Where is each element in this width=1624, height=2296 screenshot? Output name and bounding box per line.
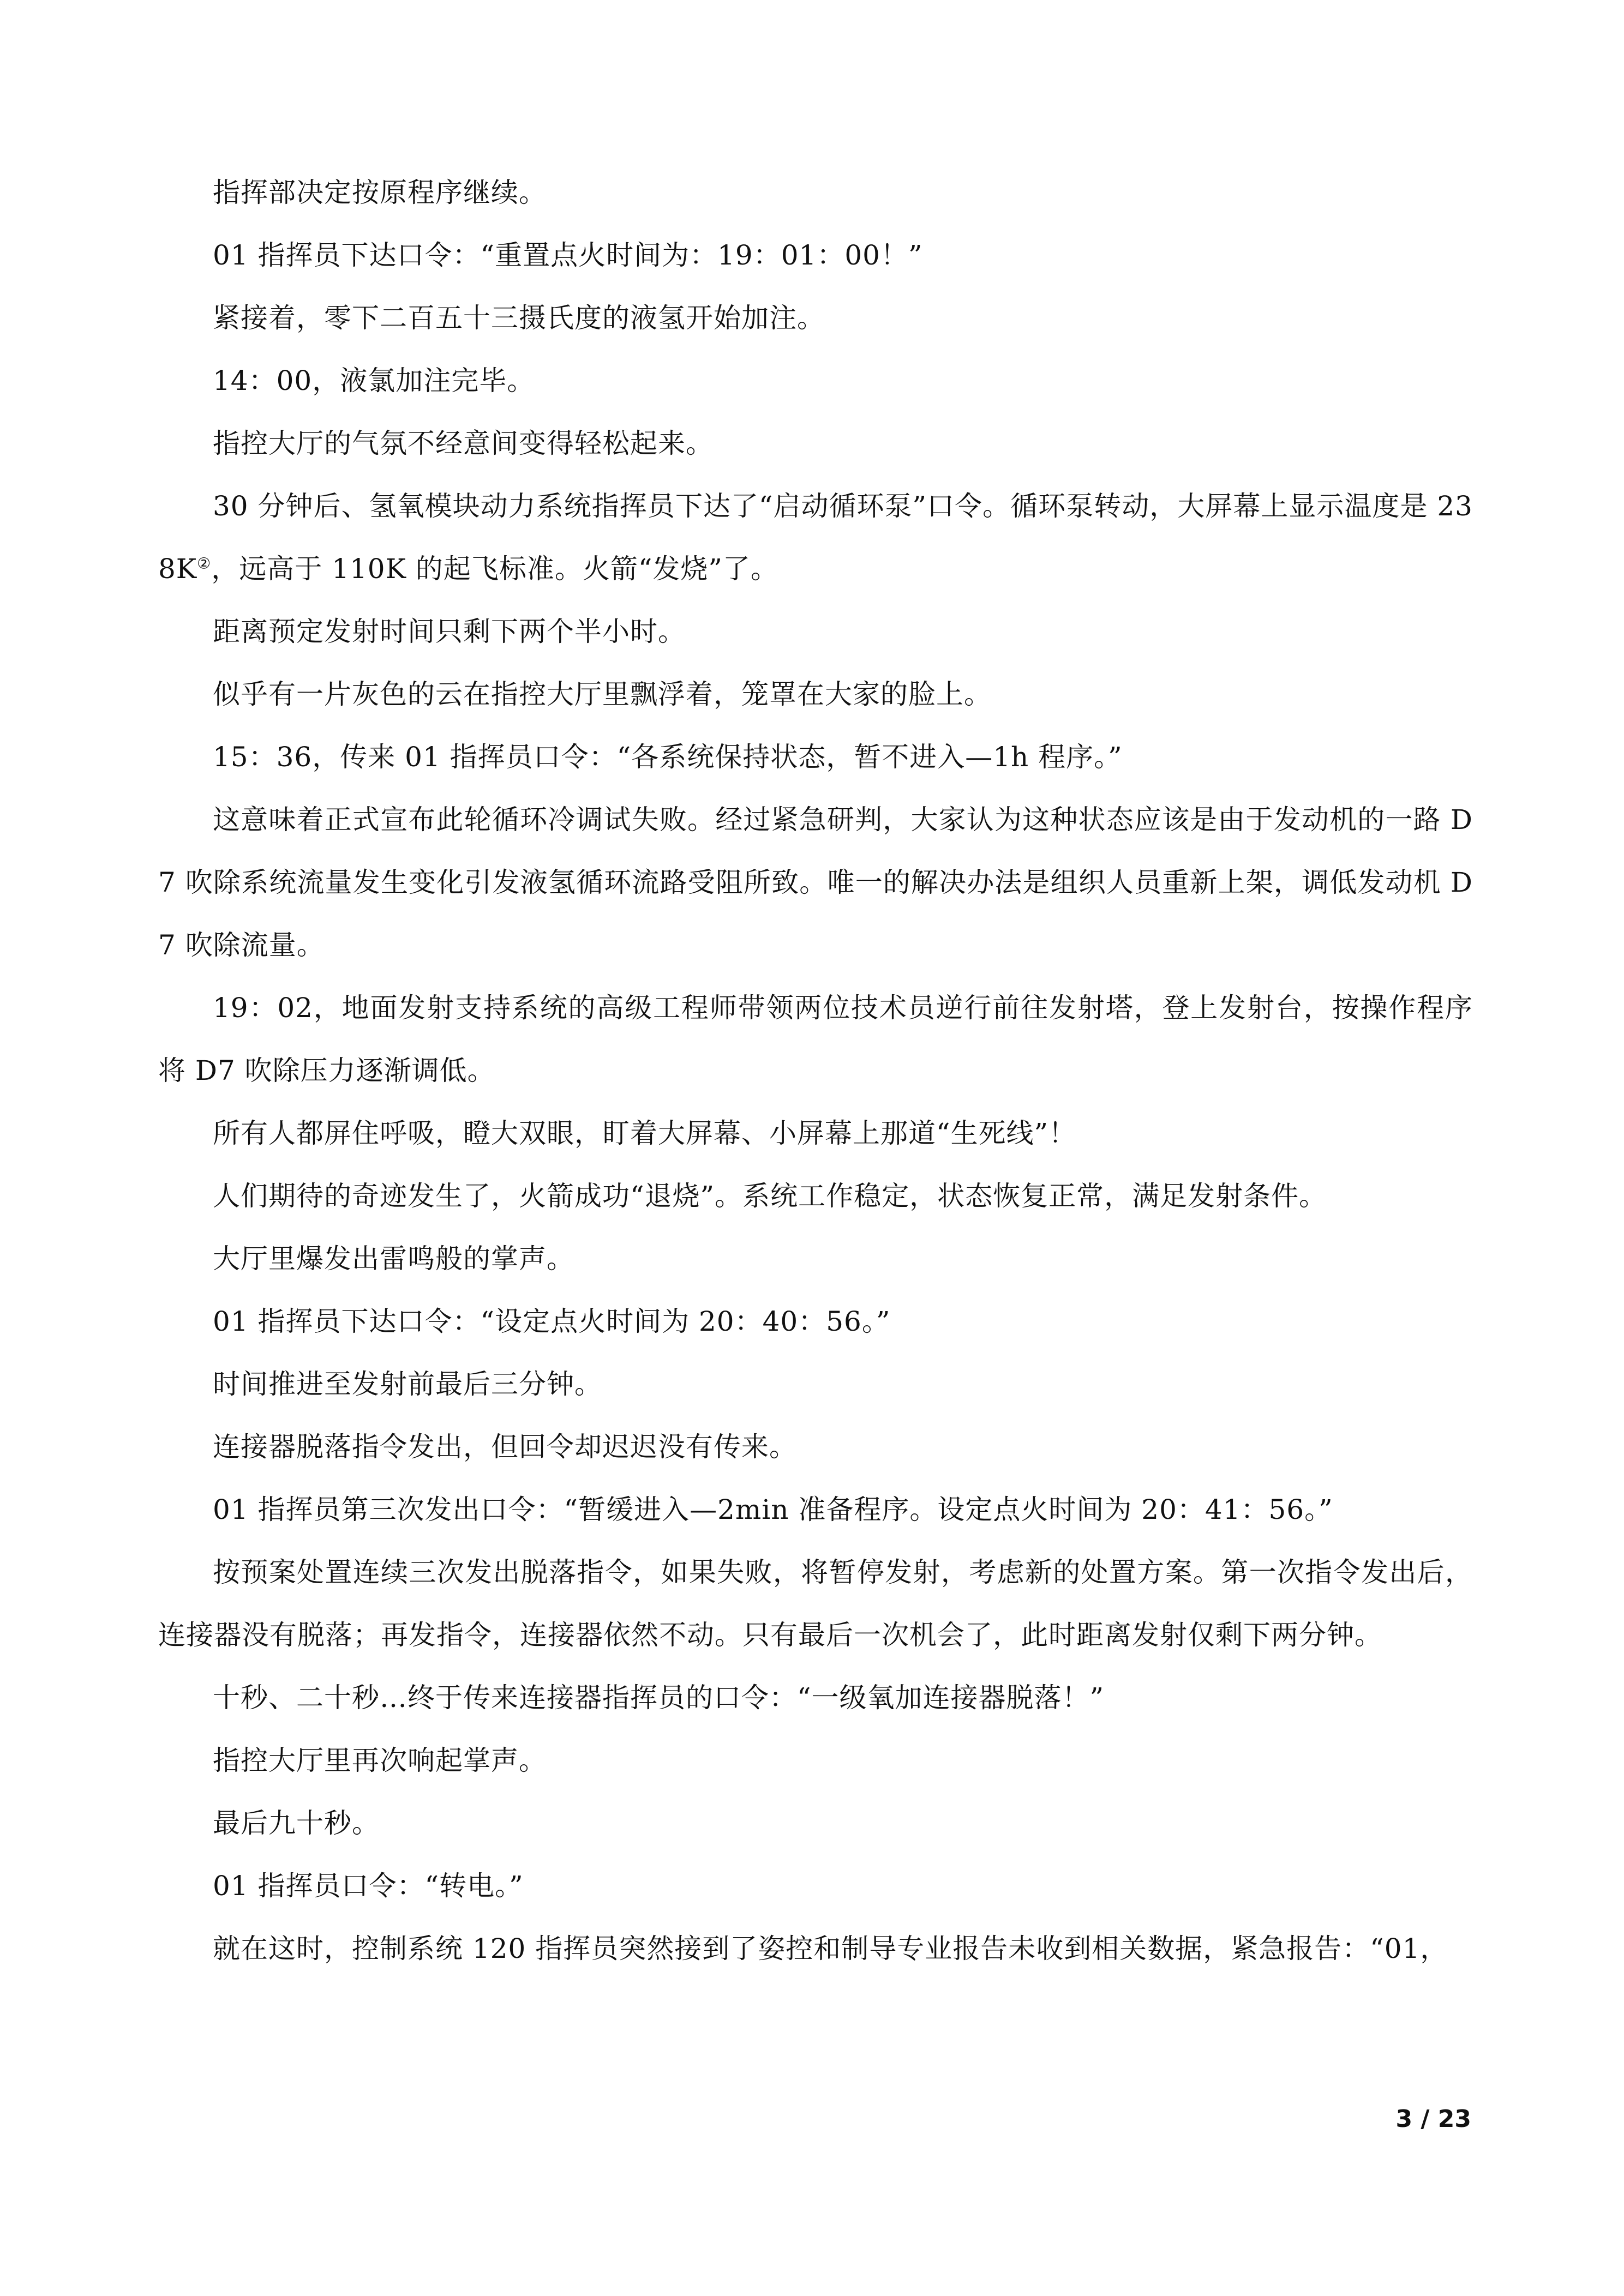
- paragraph: 紧接着，零下二百五十三摄氏度的液氢开始加注。: [213, 302, 825, 334]
- body-text: [158, 161, 1473, 1980]
- paragraph: 按预案处置连续三次发出脱落指令，如果失败，将暂停发射，考虑新的处置方案。第一次指令发出后，连接器没有脱落；再发指令，连接器依然不动。只有最后一次机会了，此时距离发射仅剩下两分钟。: [158, 1556, 1473, 1651]
- page-number: 3 / 23: [1395, 2105, 1471, 2133]
- paragraph: 时间推进至发射前最后三分钟。: [213, 1368, 602, 1400]
- paragraph: 指控大厅里再次响起掌声。: [213, 1745, 547, 1776]
- paragraph: 01 指挥员下达口令：“设定点火时间为 20：40：56。”: [213, 1306, 891, 1337]
- paragraph: 大厅里爆发出雷鸣般的掌声。: [213, 1243, 574, 1275]
- paragraph-text: 30 分钟后、氢氧模块动力系统指挥员下达了“启动循环泵”口令。循环泵转动，大屏幕上显示温度是 238K: [158, 490, 1473, 585]
- paragraph-text-tail: ，远高于 110K 的起飞标准。火箭“发烧”了。: [211, 553, 778, 585]
- paragraph: 01 指挥员下达口令：“重置点火时间为：19：01：00！”: [213, 239, 923, 271]
- paragraph: 所有人都屏住呼吸，瞪大双眼，盯着大屏幕、小屏幕上那道“生死线”！: [213, 1117, 1077, 1149]
- paragraph: 距离预定发射时间只剩下两个半小时。: [213, 616, 686, 647]
- paragraph: 最后九十秒。: [213, 1807, 380, 1839]
- paragraph-with-footnote: [158, 475, 1473, 600]
- paragraph: 十秒、二十秒…终于传来连接器指挥员的口令：“一级氧加连接器脱落！”: [213, 1682, 1105, 1714]
- paragraph: 连接器脱落指令发出，但回令却迟迟没有传来。: [213, 1431, 797, 1463]
- paragraph: 14：00，液氯加注完毕。: [213, 365, 535, 396]
- paragraph: 15：36，传来 01 指挥员口令：“各系统保持状态，暂不进入—1h 程序。”: [213, 741, 1123, 773]
- paragraph: 就在这时，控制系统 120 指挥员突然接到了姿控和制导专业报告未收到相关数据，紧急报告：“01，: [213, 1933, 1448, 1964]
- paragraph: 01 指挥员第三次发出口令：“暂缓进入—2min 准备程序。设定点火时间为 20：41：56。”: [213, 1494, 1333, 1525]
- paragraph: 人们期待的奇迹发生了，火箭成功“退烧”。系统工作稳定，状态恢复正常，满足发射条件。: [213, 1180, 1327, 1212]
- paragraph: 似乎有一片灰色的云在指控大厅里飘浮着，笼罩在大家的脸上。: [213, 678, 992, 710]
- paragraph: 指挥部决定按原程序继续。: [213, 177, 547, 208]
- paragraph: 指控大厅的气氛不经意间变得轻松起来。: [213, 428, 714, 459]
- paragraph: 19：02，地面发射支持系统的高级工程师带领两位技术员逆行前往发射塔，登上发射台，按操作程序将 D7 吹除压力逐渐调低。: [158, 992, 1473, 1086]
- paragraph: 这意味着正式宣布此轮循环冷调试失败。经过紧急研判，大家认为这种状态应该是由于发动机的一路 D7 吹除系统流量发生变化引发液氢循环流路受阻所致。唯一的解决办法是组织人员重新上架，调低发动机 D7 吹除流量。: [158, 804, 1473, 961]
- footnote-marker[interactable]: ②: [197, 554, 212, 573]
- paragraph: 01 指挥员口令：“转电。”: [213, 1870, 524, 1902]
